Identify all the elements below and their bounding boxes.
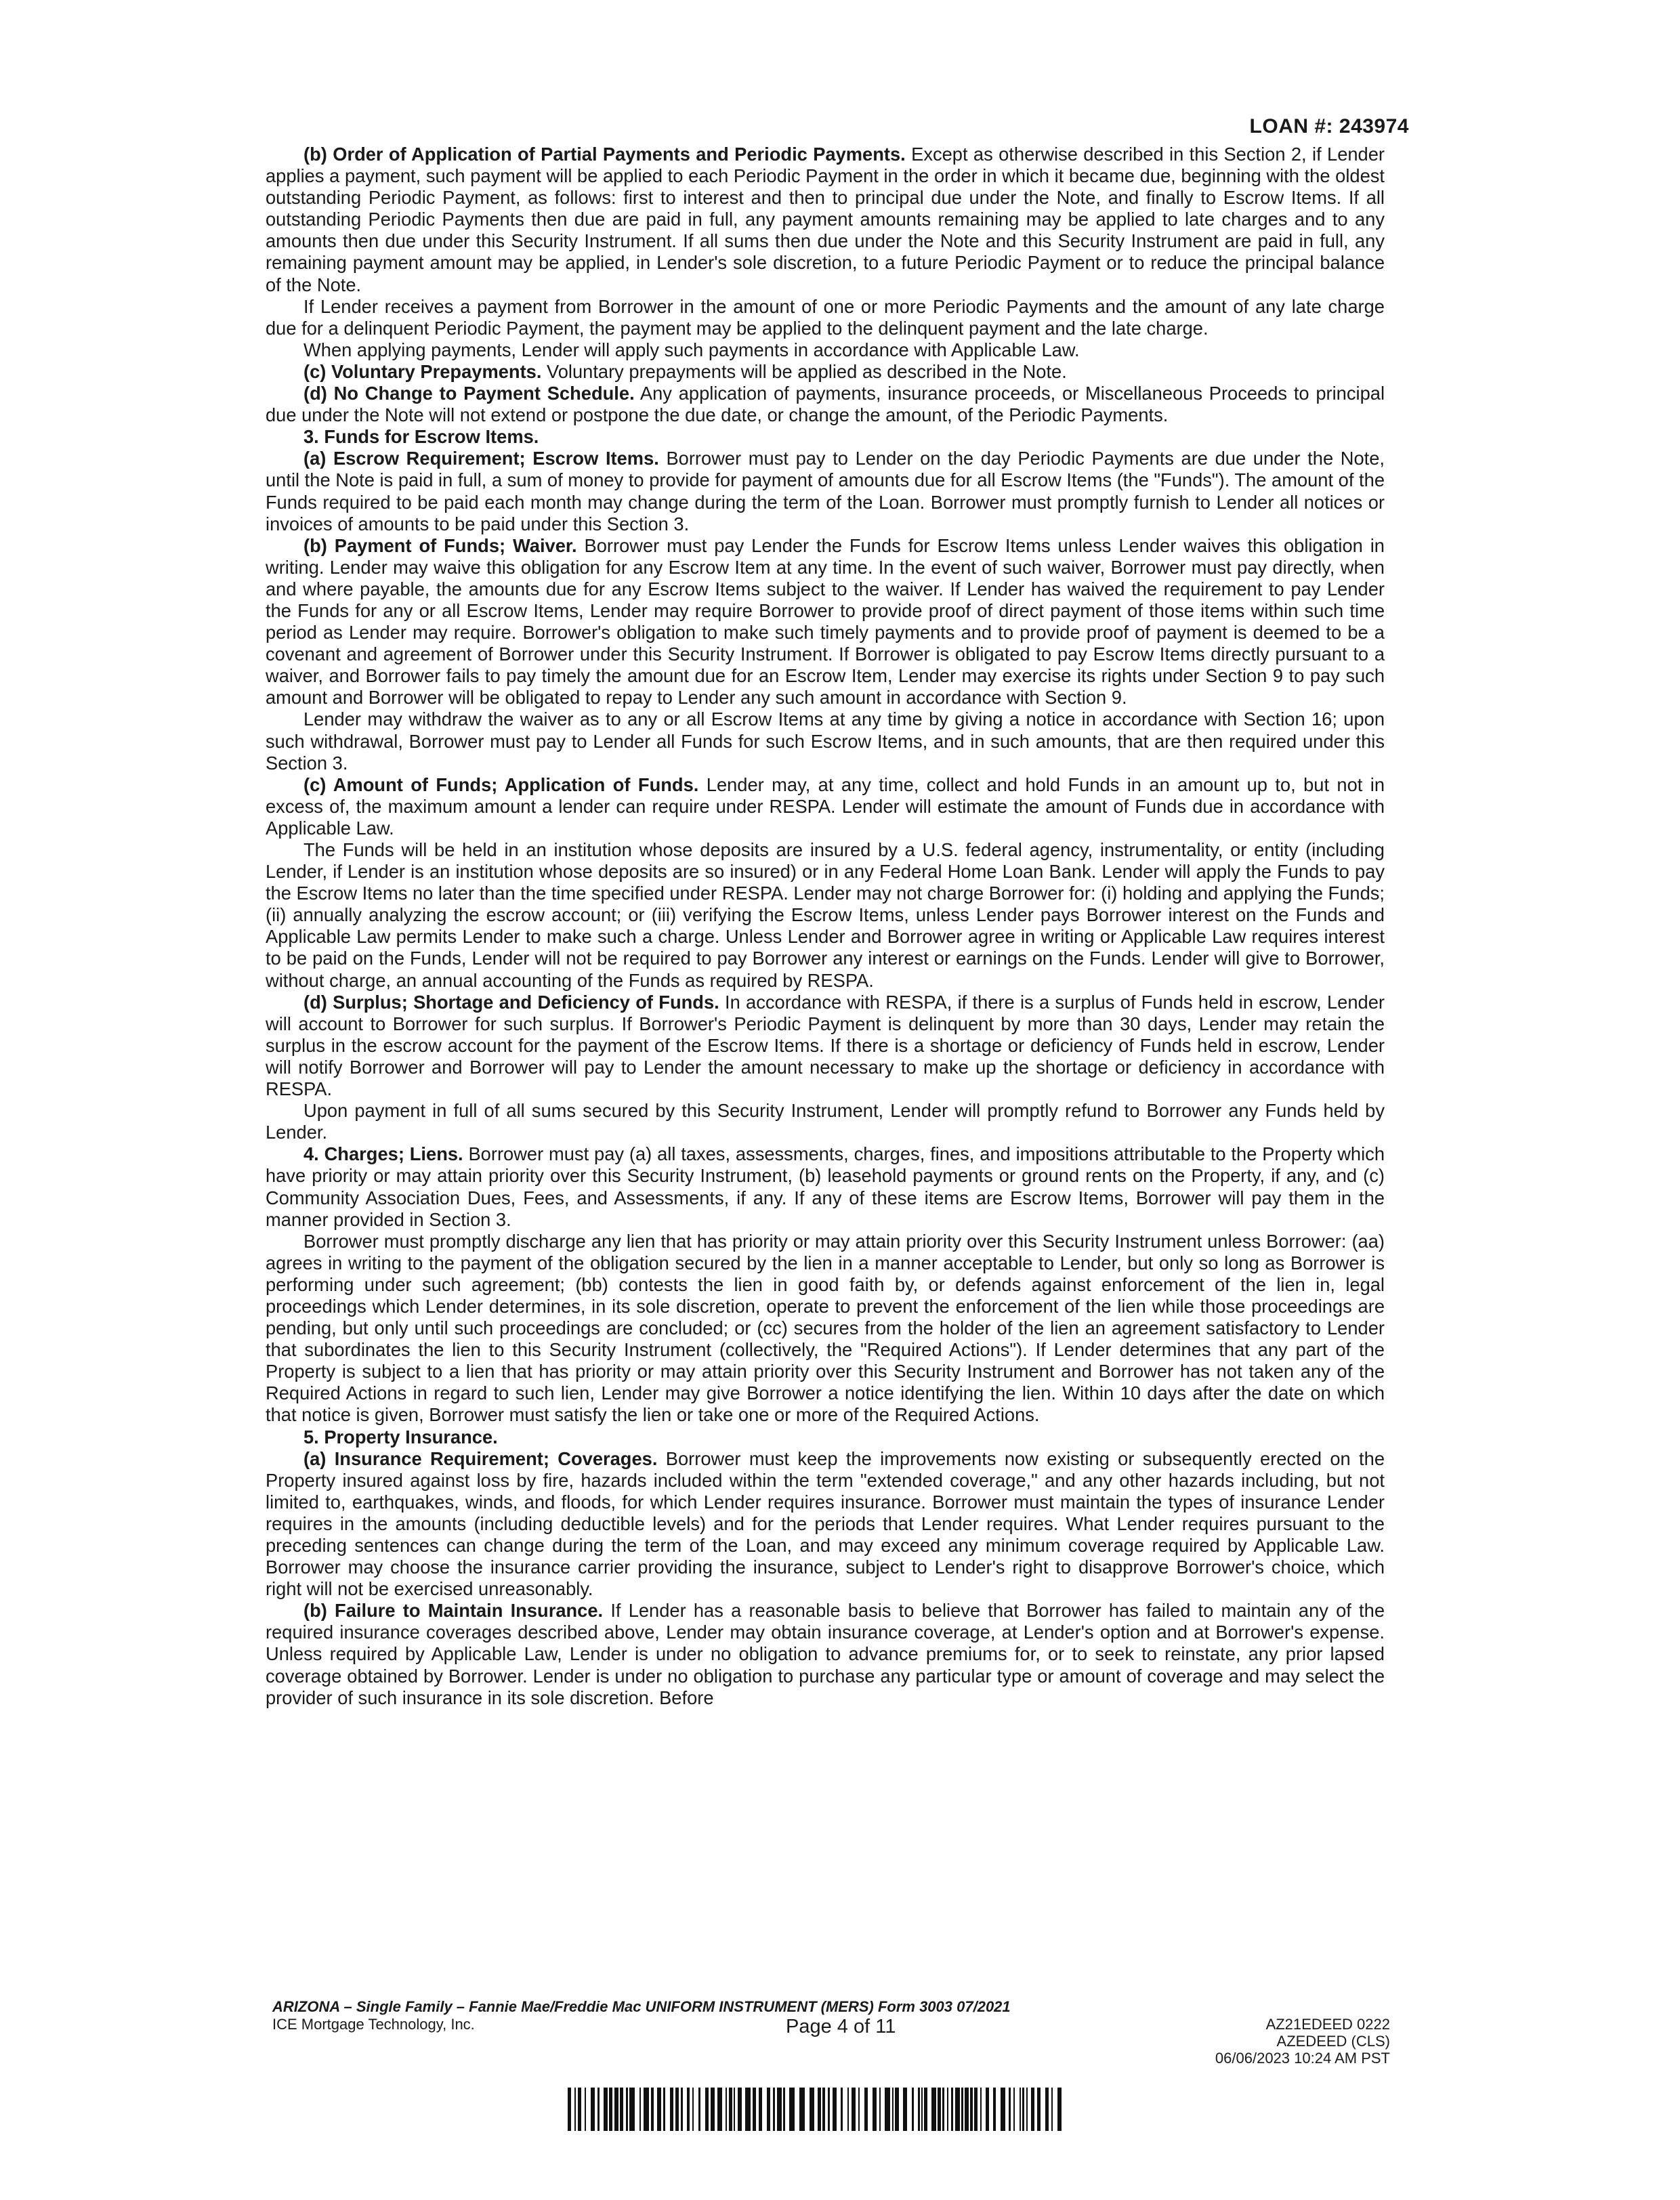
form-identifier: ARIZONA – Single Family – Fannie Mae/Freddie Mac UNIFORM INSTRUMENT (MERS) Form 3003 07/2021 xyxy=(272,1998,1011,2015)
barcode-bar xyxy=(698,2088,700,2131)
barcode-bar xyxy=(789,2088,795,2131)
barcode-bar xyxy=(828,2088,830,2131)
paragraph xyxy=(266,839,1385,992)
paragraph-text: Lender may, at any time, collect and hold Funds in an amount up to, but not in excess of, the maximum amount a lender can require under RESPA. Lender will estimate the amount of Funds due in accordance with Applicable Law. xyxy=(266,774,1385,839)
paragraph-text: Voluntary prepayments will be applied as described in the Note. xyxy=(541,360,1067,382)
barcode-bar xyxy=(692,2088,694,2131)
paragraph xyxy=(266,1600,1385,1708)
barcode-bar xyxy=(833,2088,837,2131)
barcode-bar xyxy=(1037,2088,1041,2131)
paragraph xyxy=(266,1448,1385,1601)
section-heading: 3. Funds for Escrow Items. xyxy=(303,426,539,448)
paragraph xyxy=(266,448,1385,534)
barcode-bar xyxy=(729,2088,732,2131)
barcode-bar xyxy=(629,2088,635,2131)
paragraph-text: Borrower must pay Lender the Funds for Escrow Items unless Lender waives this obligation in writing. Lender may waive this obligation for any Escrow Item at any time. In the event of such waiver, Borrower must pay directly, when and where payable, the amounts due for any Escrow Items subject to the waiver. If Lender has waived the requirement to pay Lender the Funds for any or all Escrow Items, Lender may require Borrower to provide proof of direct payment of those items within such time period as Lender may require. Borrower's obligation to make such timely payments and to provide proof of payment is deemed to be a covenant and agreement of Borrower under this Security Instrument. If Borrower is obligated to pay Escrow Items directly pursuant to a waiver, and Borrower fails to pay timely the amount due for an Escrow Item, Lender may exercise its rights under Section 9 to pay such amount and Borrower will be obligated to repay to Lender any such amount in accordance with Section 9. xyxy=(266,534,1385,708)
barcode-bar xyxy=(651,2088,654,2131)
barcode-bar xyxy=(663,2088,665,2131)
paragraph-text: If Lender receives a payment from Borrower in the amount of one or more Periodic Payments and the amount of any late charge due for a delinquent Periodic Payment, the payment may be applied to the delinquent payment and the late charge. xyxy=(266,295,1385,339)
footer-right xyxy=(1215,2016,1390,2067)
section-heading: 5. Property Insurance. xyxy=(303,1426,498,1447)
paragraph-text: Lender may withdraw the waiver as to any or all Escrow Items at any time by giving a notice in accordance with Section 16; upon such withdrawal, Borrower must pay to Lender all Funds for such Escrow Items, and in such amounts, that are then required under this Section 3. xyxy=(266,708,1385,774)
section-heading: (d) No Change to Payment Schedule. xyxy=(303,383,635,404)
barcode-bar xyxy=(578,2088,581,2131)
barcode-bar xyxy=(681,2088,683,2131)
page-number: Page 4 of 11 xyxy=(786,2016,896,2037)
barcode-bar xyxy=(931,2088,936,2131)
barcode-bar xyxy=(783,2088,785,2131)
barcode-bar xyxy=(852,2088,856,2131)
barcode-bar xyxy=(1031,2088,1034,2131)
barcode-bar xyxy=(753,2088,756,2131)
section-heading: (b) Payment of Funds; Waiver. xyxy=(303,534,577,556)
form-variant: AZEDEED (CLS) xyxy=(1276,2033,1390,2050)
document-body xyxy=(266,144,1385,1709)
barcode-bar xyxy=(951,2088,953,2131)
paragraph xyxy=(266,339,1385,361)
barcode-bar xyxy=(864,2088,868,2131)
barcode-bar xyxy=(879,2088,881,2131)
form-code: AZ21EDEED 0222 xyxy=(1265,2016,1390,2033)
paragraph-text: The Funds will be held in an institution whose deposits are insured by a U.S. federal agency, instrumentality, or entity (including Lender, if Lender is an institution whose deposits are so insured) or in any Federal Home Loan Bank. Lender will apply the Funds to pay the Escrow Items no later than the time specified under RESPA. Lender may not charge Borrower for: (i) holding and applying the Funds; (ii) annually analyzing the escrow account; or (iii) verifying the Escrow Items, unless Lender pays Borrower interest on the Funds and Applicable Law permits Lender to make such a charge. Unless Lender and Borrower agree in writing or Applicable Law requires interest to be paid on the Funds, Lender will not be required to pay Borrower any interest or earnings on the Funds. Lender will give to Borrower, without charge, an annual accounting of the Funds as required by RESPA. xyxy=(266,839,1385,991)
barcode-bar xyxy=(921,2088,923,2131)
barcode-bar xyxy=(1051,2088,1053,2131)
barcode-bar xyxy=(961,2088,963,2131)
paragraph xyxy=(266,1143,1385,1230)
paragraph xyxy=(266,296,1385,339)
barcode-bar xyxy=(1057,2088,1062,2131)
barcode-bar xyxy=(895,2088,899,2131)
paragraph-text: If Lender has a reasonable basis to believe that Borrower has failed to maintain any of the required insurance coverages described above, Lender may obtain insurance coverage, at Lender's option and at Borrower's expense. Unless required by Applicable Law, Lender is under no obligation to advance premiums for, or to seek to reinstate, any prior lapsed coverage obtained by Borrower. Lender is under no obligation to purchase any particular type or amount of coverage and may select the provider of such insurance in its sole discretion. Before xyxy=(266,1600,1385,1708)
paragraph-text: In accordance with RESPA, if there is a surplus of Funds held in escrow, Lender will account to Borrower for such surplus. If Borrower's Periodic Payment is delinquent by more than 30 days, Lender may retain the surplus in the escrow account for the payment of the Escrow Items. If there is a shortage or deficiency of Funds held in escrow, Lender will notify Borrower and Borrower will pay to Lender the amount necessary to make up the shortage or deficiency in accordance with RESPA. xyxy=(266,991,1385,1100)
section-heading: (a) Insurance Requirement; Coverages. xyxy=(303,1447,658,1469)
barcode-bar xyxy=(970,2088,973,2131)
barcode-bar xyxy=(1013,2088,1015,2131)
barcode-bar xyxy=(810,2088,814,2131)
barcode-bar xyxy=(858,2088,860,2131)
barcode-bar xyxy=(822,2088,825,2131)
barcode-bar xyxy=(873,2088,877,2131)
barcode-bar xyxy=(892,2088,894,2131)
barcode-bar xyxy=(955,2088,960,2131)
barcode-bar xyxy=(604,2088,608,2131)
barcode-bar xyxy=(986,2088,989,2131)
barcode-bar xyxy=(777,2088,782,2131)
paragraph-text: Upon payment in full of all sums secured by this Security Instrument, Lender will promptly refund to Borrower any Funds held by Lender. xyxy=(266,1100,1385,1143)
paragraph-text: Borrower must keep the improvements now existing or subsequently erected on the Property insured against loss by fire, hazards included within the term "extended coverage," and any other hazards including, but not limited to, earthquakes, winds, and floods, for which Lender requires insurance. Borrower must maintain the types of insurance Lender requires in the amounts (including deductible levels) and for the periods that Lender requires. What Lender requires pursuant to the preceding sentences can change during the term of the Loan, and may exceed any minimum coverage required by Applicable Law. Borrower may choose the insurance carrier providing the insurance, subject to Lender's right to disapprove Borrower's choice, which right will not be exercised unreasonably. xyxy=(266,1447,1385,1600)
section-heading: (c) Voluntary Prepayments. xyxy=(303,360,542,382)
loan-number: LOAN #: 243974 xyxy=(1249,115,1409,138)
footer-left xyxy=(272,1998,1011,2033)
barcode-bar xyxy=(626,2088,628,2131)
barcode-bar xyxy=(675,2088,679,2131)
barcode-bar xyxy=(609,2088,612,2131)
barcode-bar xyxy=(734,2088,735,2131)
barcode-bar xyxy=(767,2088,770,2131)
section-heading: (d) Surplus; Shortage and Deficiency of Funds. xyxy=(303,991,719,1013)
barcode-bar xyxy=(620,2088,623,2131)
barcode-bar xyxy=(644,2088,649,2131)
barcode-bar xyxy=(947,2088,948,2131)
paragraph xyxy=(266,774,1385,839)
barcode-bar xyxy=(745,2088,751,2131)
barcode-bar xyxy=(639,2088,641,2131)
paragraph-text: When applying payments, Lender will apply such payments in accordance with Applicable Law. xyxy=(303,339,1080,360)
barcode-bar xyxy=(841,2088,843,2131)
paragraph xyxy=(266,1100,1385,1143)
barcode-bar xyxy=(918,2088,920,2131)
barcode-bar xyxy=(1001,2088,1005,2131)
section-heading: (b) Order of Application of Partial Payments and Periodic Payments. xyxy=(303,144,906,165)
barcode-bar xyxy=(614,2088,618,2131)
paragraph-text: Borrower must pay to Lender on the day Periodic Payments are due under the Note, until the Note is paid in full, a sum of money to provide for payment of amounts due for all Escrow Items (the "Funds"). The amount of the Funds required to be paid each month may change during the term of the Loan. Borrower must promptly furnish to Lender all notices or invoices of amounts to be paid under this Section 3. xyxy=(266,448,1385,534)
barcode-bar xyxy=(597,2088,600,2131)
barcode-bar xyxy=(726,2088,727,2131)
paragraph xyxy=(266,361,1385,383)
paragraph-text: Any application of payments, insurance proceeds, or Miscellaneous Proceeds to principal due under the Note will not extend or postpone the due date, or change the amount, of the Periodic Payments. xyxy=(266,383,1385,426)
paragraph xyxy=(266,1231,1385,1426)
barcode-bar xyxy=(1022,2088,1024,2131)
section-heading: (a) Escrow Requirement; Escrow Items. xyxy=(303,448,659,469)
paragraph xyxy=(266,708,1385,774)
barcode-bar xyxy=(903,2088,907,2131)
paragraph-text: Borrower must pay (a) all taxes, assessments, charges, fines, and impositions attributable to the Property which have priority or may attain priority over this Security Instrument, (b) leasehold payments or ground rents on the Property, if any, and (c) Community Association Dues, Fees, and Assessments, if any. If any of these items are Escrow Items, Borrower will pay them in the manner provided in Section 3. xyxy=(266,1143,1385,1230)
barcode-bar xyxy=(1020,2088,1021,2131)
barcode-bar xyxy=(568,2088,571,2131)
barcode-bar xyxy=(591,2088,595,2131)
barcode-bar xyxy=(738,2088,742,2131)
barcode-bar xyxy=(938,2088,941,2131)
barcode-bar xyxy=(974,2088,978,2131)
barcode-bar xyxy=(993,2088,996,2131)
section-heading: (c) Amount of Funds; Application of Funds. xyxy=(303,774,699,795)
barcode-bar xyxy=(585,2088,586,2131)
barcode-bar xyxy=(657,2088,661,2131)
barcode-bar xyxy=(687,2088,690,2131)
barcode xyxy=(568,2088,1069,2131)
paragraph xyxy=(266,426,1385,448)
section-heading: 4. Charges; Liens. xyxy=(303,1143,463,1165)
barcode-bar xyxy=(773,2088,775,2131)
paragraph-text: Borrower must promptly discharge any lien that has priority or may attain priority over this Security Instrument unless Borrower: (aa) agrees in writing to the payment of the obligation secured by the lien in a manner acceptable to Lender, but only so long as Borrower is performing under such agreement; (bb) contests the lien in good faith by, or defends against enforcement of the lien in, legal proceedings which Lender determines, in its sole discretion, operate to prevent the enforcement of the lien while those proceedings are pending, but only until such proceedings are concluded; or (cc) secures from the holder of the lien an agreement satisfactory to Lender that subordinates the lien to this Security Instrument (collectively, the "Required Actions"). If Lender determines that any part of the Property is subject to a lien that has priority or may attain priority over this Security Instrument and Borrower has not taken any of the Required Actions in regard to such lien, Lender may give Borrower a notice identifying the lien. Within 10 days after the date on which that notice is given, Borrower must satisfy the lien or take one or more of the Required Actions. xyxy=(266,1230,1385,1426)
paragraph-text: Except as otherwise described in this Section 2, if Lender applies a payment, such payment will be applied to each Periodic Payment in the order in which it became due, beginning with the oldest outstanding Periodic Payment, as follows: first to interest and then to principal due under the Note, and finally to Escrow Items. If all outstanding Periodic Payments then due are paid in full, any payment amounts remaining may be applied to late charges and to any amounts then due under this Security Instrument. If all sums then due under the Note and this Security Instrument are paid in full, any remaining payment amount may be applied, in Lender's sole discretion, to a future Periodic Payment or to reduce the principal balance of the Note. xyxy=(266,144,1385,295)
barcode-bar xyxy=(1026,2088,1028,2131)
barcode-bar xyxy=(965,2088,969,2131)
barcode-bar xyxy=(670,2088,673,2131)
barcode-bar xyxy=(912,2088,914,2131)
barcode-bar xyxy=(799,2088,805,2131)
section-heading: (b) Failure to Maintain Insurance. xyxy=(303,1600,604,1622)
company-name: ICE Mortgage Technology, Inc. xyxy=(272,2016,475,2033)
barcode-bar xyxy=(574,2088,576,2131)
barcode-bar xyxy=(1045,2088,1049,2131)
barcode-bar xyxy=(847,2088,849,2131)
barcode-bar xyxy=(885,2088,890,2131)
paragraph xyxy=(266,992,1385,1100)
print-timestamp: 06/06/2023 10:24 AM PST xyxy=(1215,2050,1390,2067)
barcode-bar xyxy=(717,2088,722,2131)
barcode-bar xyxy=(980,2088,982,2131)
barcode-bar xyxy=(759,2088,762,2131)
barcode-bar xyxy=(924,2088,927,2131)
paragraph xyxy=(266,144,1385,296)
paragraph xyxy=(266,1426,1385,1448)
barcode-bar xyxy=(818,2088,821,2131)
paragraph xyxy=(266,535,1385,709)
paragraph xyxy=(266,383,1385,426)
barcode-bar xyxy=(705,2088,709,2131)
barcode-bar xyxy=(711,2088,715,2131)
barcode-bar xyxy=(1009,2088,1011,2131)
barcode-bar xyxy=(942,2088,944,2131)
